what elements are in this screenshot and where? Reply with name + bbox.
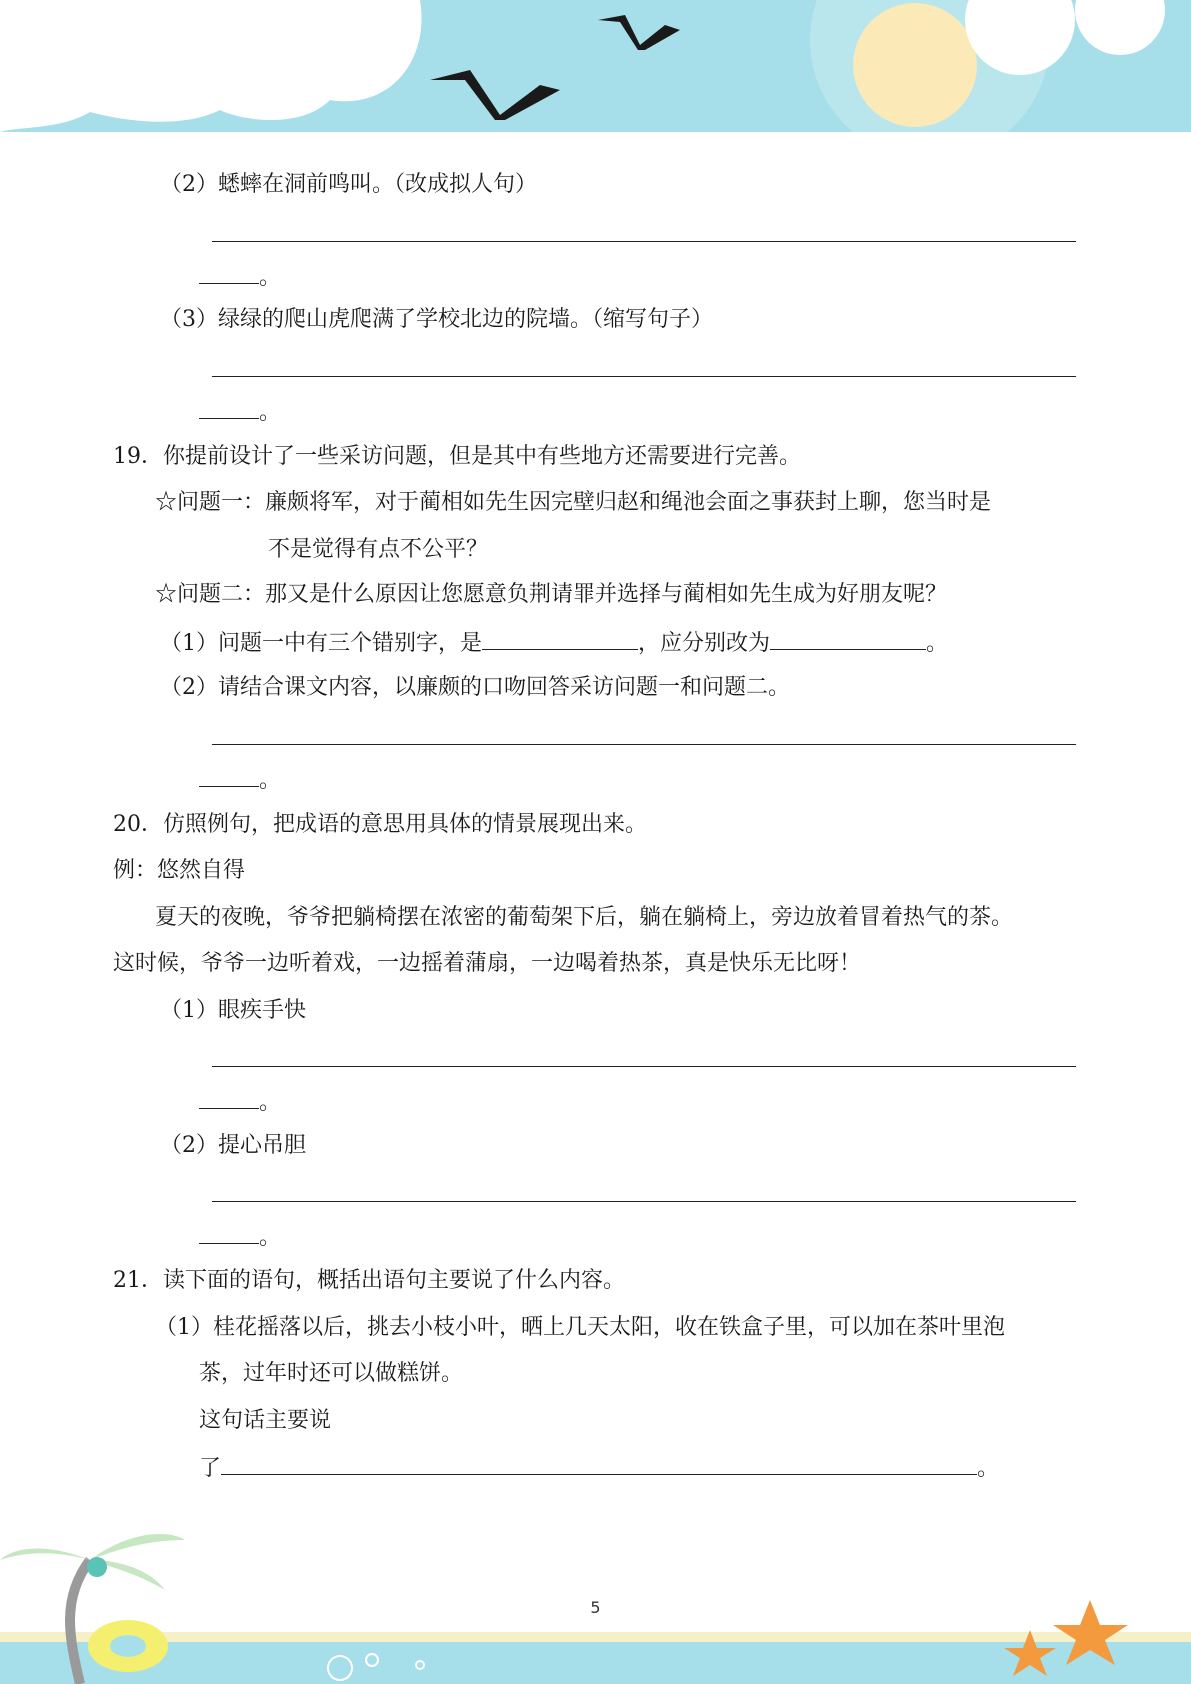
answer-end-blank[interactable]	[199, 768, 259, 787]
q20-example-line2: 这时候，爷爷一边听着戏，一边摇着蒲扇，一边喝着热茶，真是快乐无比呀！	[113, 951, 862, 976]
answer-end-blank[interactable]	[199, 400, 259, 419]
corrections-blank[interactable]	[770, 627, 926, 650]
q21-1-answer: 了 。	[199, 1452, 999, 1484]
q18-2-prompt: （2）蟋蟀在洞前鸣叫。（改成拟人句）	[160, 172, 537, 197]
q21-1-line3: 这句话主要说	[199, 1408, 332, 1433]
answer-end-blank[interactable]	[199, 1090, 259, 1109]
q21-1-line2: 茶，过年时还可以做糕饼。	[199, 1361, 464, 1386]
q20-heading: 20．仿照例句，把成语的意思用具体的情景展现出来。	[113, 812, 647, 837]
q20-example-label: 例：悠然自得	[113, 858, 246, 883]
q18-3-prompt: （3）绿绿的爬山虎爬满了学校北边的院墙。（缩写句子）	[160, 307, 713, 332]
q19-2-prompt: （2）请结合课文内容，以廉颇的口吻回答采访问题一和问题二。	[160, 675, 790, 700]
q20-2-prompt: （2）提心吊胆	[160, 1133, 306, 1158]
answer-end-blank[interactable]	[199, 1225, 259, 1244]
q19-2-answer-line[interactable]	[212, 744, 1076, 745]
q18-3-answer-end: 。	[199, 398, 281, 428]
q19-problem1-line1: ☆问题一：廉颇将军，对于蔺相如先生因完壁归赵和绳池会面之事获封上聊，您当时是	[155, 490, 992, 515]
q20-1-answer-line[interactable]	[212, 1066, 1076, 1067]
q19-problem1-line2: 不是觉得有点不公平？	[268, 537, 489, 562]
q19-problem2: ☆问题二：那又是什么原因让您愿意负荆请罪并选择与蔺相如先生成为好朋友呢？	[155, 582, 948, 607]
summary-blank[interactable]	[221, 1452, 977, 1475]
q20-2-answer-end: 。	[199, 1223, 281, 1253]
q20-example-line1: 夏天的夜晚，爷爷把躺椅摆在浓密的葡萄架下后，躺在躺椅上，旁边放着冒着热气的茶。	[155, 905, 1014, 930]
q18-2-answer-end: 。	[199, 263, 281, 293]
beach-footer	[0, 1520, 1191, 1684]
sun-icon	[853, 3, 977, 127]
answer-end-blank[interactable]	[199, 265, 259, 284]
q21-1-line1: （1）桂花摇落以后，挑去小枝小叶，晒上几天太阳，收在铁盒子里，可以加在茶叶里泡	[155, 1315, 1005, 1340]
q21-heading: 21．读下面的语句，概括出语句主要说了什么内容。	[113, 1268, 625, 1293]
page-number: 5	[590, 1598, 601, 1617]
q20-1-answer-end: 。	[199, 1088, 281, 1118]
q19-1: （1）问题一中有三个错别字，是 ，应分别改为 。	[160, 627, 948, 659]
q20-2-answer-line[interactable]	[212, 1201, 1076, 1202]
q18-2-answer-line[interactable]	[212, 241, 1076, 242]
q19-2-answer-end: 。	[199, 766, 281, 796]
sky-banner	[0, 0, 1191, 132]
q20-1-prompt: （1）眼疾手快	[160, 998, 306, 1023]
q18-3-answer-line[interactable]	[212, 376, 1076, 377]
q19-heading: 19．你提前设计了一些采访问题，但是其中有些地方还需要进行完善。	[113, 444, 801, 469]
wrong-chars-blank[interactable]	[482, 627, 638, 650]
